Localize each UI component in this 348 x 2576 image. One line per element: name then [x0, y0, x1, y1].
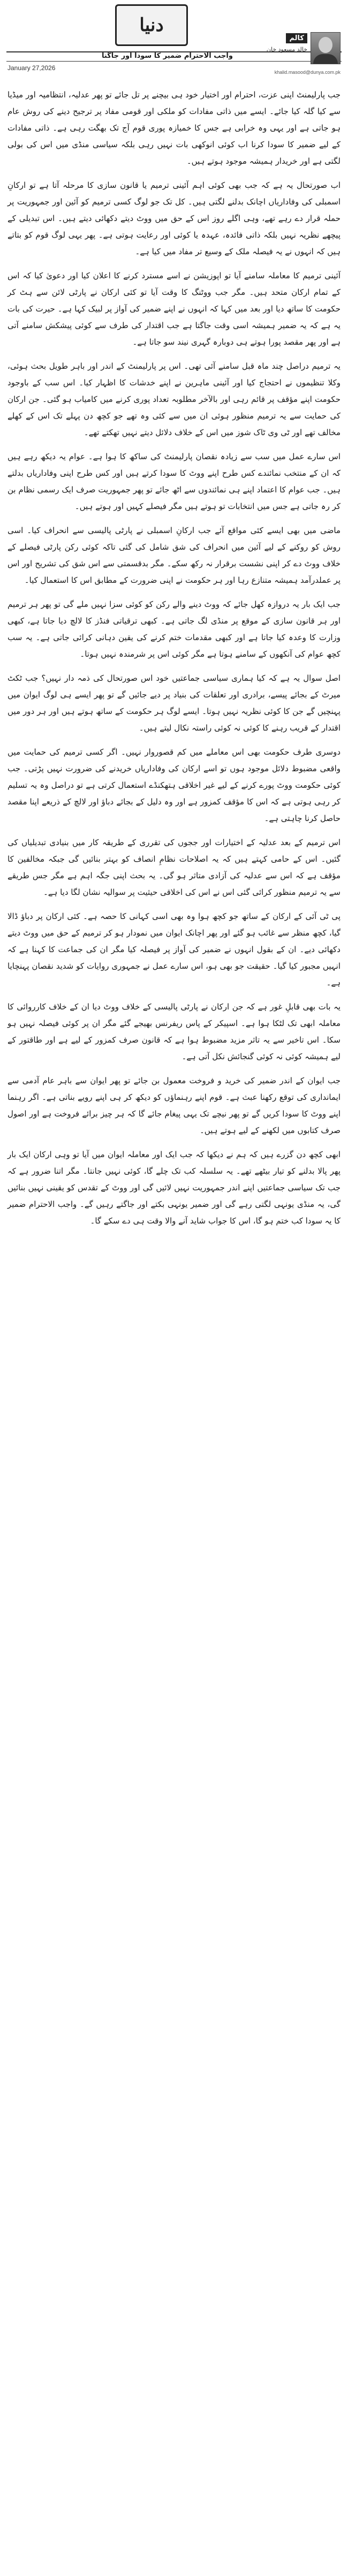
article-paragraph: آئینی ترمیم کا معاملہ سامنے آیا تو اپوزیشن نے اسے مسترد کرنے کا اعلان کیا اور دعویٰ کیا کہ اس کے تمام ارکان متحد ہیں۔ مگر جب ووٹنگ کا وقت آیا تو کئی ارکان نے پارٹی لائن سے ہٹ کر حکومت کا ساتھ دیا اور بعد میں کہا کہ انہوں نے اپنے ضمیر کی آواز پر لبیک کہا ہے۔ حیرت کی بات یہ ہے کہ یہ ضمیر ہمیشہ اسی وقت جاگتا ہے جب اقتدار کی طرف سے کوئی پیشکش سامنے آتی ہے اور پھر مقصد پورا ہوتے ہی دوبارہ گہری نیند سو جاتا ہے۔ [7, 271, 341, 347]
author-email[interactable]: khalid.masood@dunya.com.pk [274, 70, 341, 75]
article-paragraph: اصل سوال یہ ہے کہ کیا ہماری سیاسی جماعتیں خود اس صورتحال کی ذمہ دار نہیں؟ جب ٹکٹ میرٹ کے بجائے پیسے، برادری اور تعلقات کی بنیاد پر دیے جائیں گے تو پھر ایسے ہی لوگ ایوان میں پہنچیں گے جن کا کوئی نظریہ نہیں ہوتا۔ ایسے لوگ ہر حکومت کے ساتھ ہوتے ہیں اور ہر دور میں اقتدار کے قریب رہنے کا کوئی نہ کوئی راستہ نکال لیتے ہیں۔ [7, 673, 341, 733]
article-paragraph: ابھی کچھ دن گزرے ہیں کہ ہم نے دیکھا کہ جب ایک اور معاملہ ایوان میں آیا تو وہی ارکان ایک بار پھر پالا بدلنے کو تیار بیٹھے تھے۔ یہ سلسلہ کب تک چلے گا، کوئی نہیں جانتا۔ مگر اتنا ضرور ہے کہ جب تک سیاسی جماعتیں اپنے اندر جمہوریت نہیں لائیں گی اور ووٹ کے تقدس کو یقینی نہیں بنائیں گی، یہ منڈی یونہی لگتی رہے گی اور ضمیر یونہی بکتے اور جاگتے رہیں گے۔ واجب الاحترام ضمیر کا یہ سودا کب ختم ہو گا، اس کا جواب شاید آنے والا وقت ہی دے سکے گا۔ [7, 1150, 341, 1226]
column-title: واجب الاحترام ضمیر کا سودا اور جاگنا [102, 52, 233, 60]
column-header [0, 0, 348, 80]
portrait-face [319, 37, 332, 53]
article-paragraph: جب پارلیمنٹ اپنی عزت، احترام اور اختیار خود ہی بیچنے پر تل جائے تو پھر عدلیہ، انتظامیہ اور میڈیا سے کیا گلہ کیا جائے۔ ایسے میں ذاتی مفادات کو ملکی اور قومی مفاد پر ترجیح دینے کی روش عام ہو جاتی ہے اور یہی وہ خرابی ہے جس کا خمیازہ پوری قوم آج تک بھگت رہی ہے۔ ذاتی مفادات کے لیے ضمیر کا سودا کرنا اب کوئی انوکھی بات نہیں رہی بلکہ سیاسی منڈی میں اس کی بولی لگتی ہے اور خریدار ہمیشہ موجود ہوتے ہیں۔ [7, 90, 341, 166]
article-paragraph: دوسری طرف حکومت بھی اس معاملے میں کم قصوروار نہیں۔ اگر کسی ترمیم کی حمایت میں واقعی مضبوط دلائل موجود ہوں تو اسے ارکان کی وفاداریاں خریدنے کی ضرورت نہیں پڑتی۔ جب کوئی حکومت ووٹ پورے کرنے کے لیے غیر اخلاقی ہتھکنڈے استعمال کرتی ہے تو دراصل وہ یہ تسلیم کر رہی ہوتی ہے کہ اس کا مؤقف کمزور ہے اور وہ دلیل کے بجائے دباؤ اور لالچ کے ذریعے اپنا مقصد حاصل کرنا چاہتی ہے۔ [7, 747, 341, 823]
article-paragraph: یہ بات بھی قابلِ غور ہے کہ جن ارکان نے پارٹی پالیسی کے خلاف ووٹ دیا ان کے خلاف کارروائی کا معاملہ ابھی تک لٹکا ہوا ہے۔ اسپیکر کے پاس ریفرنس بھیجے گئے مگر ان پر کوئی فیصلہ نہیں ہو سکا۔ اس تاخیر سے یہ تاثر مزید مضبوط ہوا ہے کہ قانون صرف کمزور کے لیے ہے اور طاقتور کے لیے ہمیشہ کوئی نہ کوئی گنجائش نکل آتی ہے۔ [7, 1002, 341, 1061]
newspaper-logo[interactable] [115, 4, 188, 46]
logo-text: دنیا [139, 14, 164, 36]
article-paragraph: اس سارے عمل میں سب سے زیادہ نقصان پارلیمنٹ کی ساکھ کا ہوا ہے۔ عوام یہ دیکھ رہے ہیں کہ ان کے منتخب نمائندے کس طرح اپنے ووٹ کا سودا کرتے ہیں اور کس طرح اپنی وفاداریاں بدلتے ہیں۔ جب عوام کا اعتماد اپنے ہی نمائندوں سے اٹھ جائے تو پھر جمہوریت صرف ایک رسمی نظام بن کر رہ جاتی ہے جس میں انتخابات تو ہوتے ہیں مگر فیصلے کہیں اور ہوتے ہیں۔ [7, 452, 341, 511]
article-paragraph: جب ایک بار یہ دروازہ کھل جائے کہ ووٹ دینے والے رکن کو کوئی سزا نہیں ملے گی تو پھر ہر ترمیم اور ہر قانون سازی کے موقع پر منڈی لگ جاتی ہے۔ کبھی ترقیاتی فنڈز کا لالچ دیا جاتا ہے، کبھی وزارت کا وعدہ کیا جاتا ہے اور کبھی مقدمات ختم کرنے کی یقین دہانی کرائی جاتی ہے۔ یہ سب کچھ عوام کی آنکھوں کے سامنے ہوتا ہے مگر کوئی اس پر شرمندہ نہیں ہوتا۔ [7, 599, 341, 659]
article-paragraph: پی ٹی آئی کے ارکان کے ساتھ جو کچھ ہوا وہ بھی اسی کہانی کا حصہ ہے۔ کئی ارکان پر دباؤ ڈالا گیا، کچھ منظر سے غائب ہو گئے اور پھر اچانک ایوان میں نمودار ہو کر ترمیم کے حق میں ووٹ دیتے دکھائی دیے۔ ان کے بقول انہوں نے ضمیر کی آواز پر فیصلہ کیا مگر ان کی جماعت کا کہنا ہے کہ انہیں مجبور کیا گیا۔ حقیقت جو بھی ہو، اس سارے عمل نے جمہوری روایات کو شدید نقصان پہنچایا ہے۔ [7, 911, 341, 987]
article-paragraph: یہ ترمیم دراصل چند ماہ قبل سامنے آئی تھی۔ اس پر پارلیمنٹ کے اندر اور باہر طویل بحث ہوئی، وکلا تنظیموں نے احتجاج کیا اور آئینی ماہرین نے اپنے خدشات کا اظہار کیا۔ اس سب کے باوجود حکومت اپنے مؤقف پر قائم رہی اور بالآخر مطلوبہ تعداد پوری کرنے میں کامیاب ہو گئی۔ جن ارکان کی حمایت سے یہ ترمیم منظور ہوئی ان میں سے کئی وہ تھے جو کچھ دن پہلے تک اس کے کھلے مخالف تھے اور ٹی وی ٹاک شوز میں اس کے خلاف دلائل دیتے نہیں تھکتے تھے۔ [7, 361, 341, 437]
columnist-name: خالد مسعود خان [266, 46, 307, 53]
portrait-shoulders [313, 54, 338, 64]
article-paragraph: اب صورتحال یہ ہے کہ جب بھی کوئی اہم آئینی ترمیم یا قانون سازی کا مرحلہ آتا ہے تو ارکانِ اسمبلی کی وفاداریاں اچانک بدلنے لگتی ہیں۔ کل تک جو لوگ کسی ترمیم کو آئین اور جمہوریت پر حملہ قرار دے رہے تھے، وہی اگلے روز اس کے حق میں ووٹ دیتے دکھائی دیتے ہیں۔ اس تبدیلی کے پیچھے نظریہ نہیں بلکہ ذاتی فائدہ، عہدہ یا کوئی اور رعایت ہوتی ہے۔ پھر یہی لوگ قوم کو بتاتے ہیں کہ انہوں نے یہ فیصلہ ملک کے وسیع تر مفاد میں کیا ہے۔ [7, 180, 341, 256]
columnist-block [260, 32, 341, 64]
article-paragraph: جب ایوان کے اندر ضمیر کی خرید و فروخت معمول بن جائے تو پھر ایوان سے باہر عام آدمی سے ایمانداری کی توقع رکھنا عبث ہے۔ قوم اپنے رہنماؤں کو دیکھ کر ہی اپنے رویے بناتی ہے۔ اگر رہنما اپنے ووٹ کا سودا کریں گے تو پھر نیچے تک یہی پیغام جائے گا کہ ہر چیز برائے فروخت ہے اور اصول صرف کتابوں میں لکھنے کے لیے ہوتے ہیں۔ [7, 1076, 341, 1135]
article-body [7, 87, 341, 1237]
columnist-portrait [311, 32, 341, 64]
column-brand: کالم [286, 33, 307, 43]
article-paragraph: ماضی میں بھی ایسے کئی مواقع آئے جب ارکانِ اسمبلی نے پارٹی پالیسی سے انحراف کیا۔ اسی روش کو روکنے کے لیے آئین میں انحراف کی شق شامل کی گئی تاکہ کوئی رکن پارٹی فیصلے کے خلاف ووٹ دے کر اپنی نشست برقرار نہ رکھ سکے۔ مگر بدقسمتی سے اس شق کی تشریح اور اس پر عملدرآمد ہمیشہ متنازع رہا اور ہر حکومت نے اپنی ضرورت کے مطابق اس کا استعمال کیا۔ [7, 526, 341, 585]
article-paragraph: اس ترمیم کے بعد عدلیہ کے اختیارات اور ججوں کی تقرری کے طریقہ کار میں بنیادی تبدیلیاں کی گئیں۔ اس کے حامی کہتے ہیں کہ یہ اصلاحات نظامِ انصاف کو بہتر بنائیں گی جبکہ مخالفین کا مؤقف ہے کہ اس سے عدلیہ کی آزادی متاثر ہو گی۔ یہ بحث اپنی جگہ اہم ہے مگر جس طریقے سے یہ ترمیم منظور کرائی گئی اس نے اس کی اخلاقی حیثیت پر سوالیہ نشان لگا دیا ہے۔ [7, 838, 341, 897]
publish-date: January 27,2026 [7, 64, 56, 72]
